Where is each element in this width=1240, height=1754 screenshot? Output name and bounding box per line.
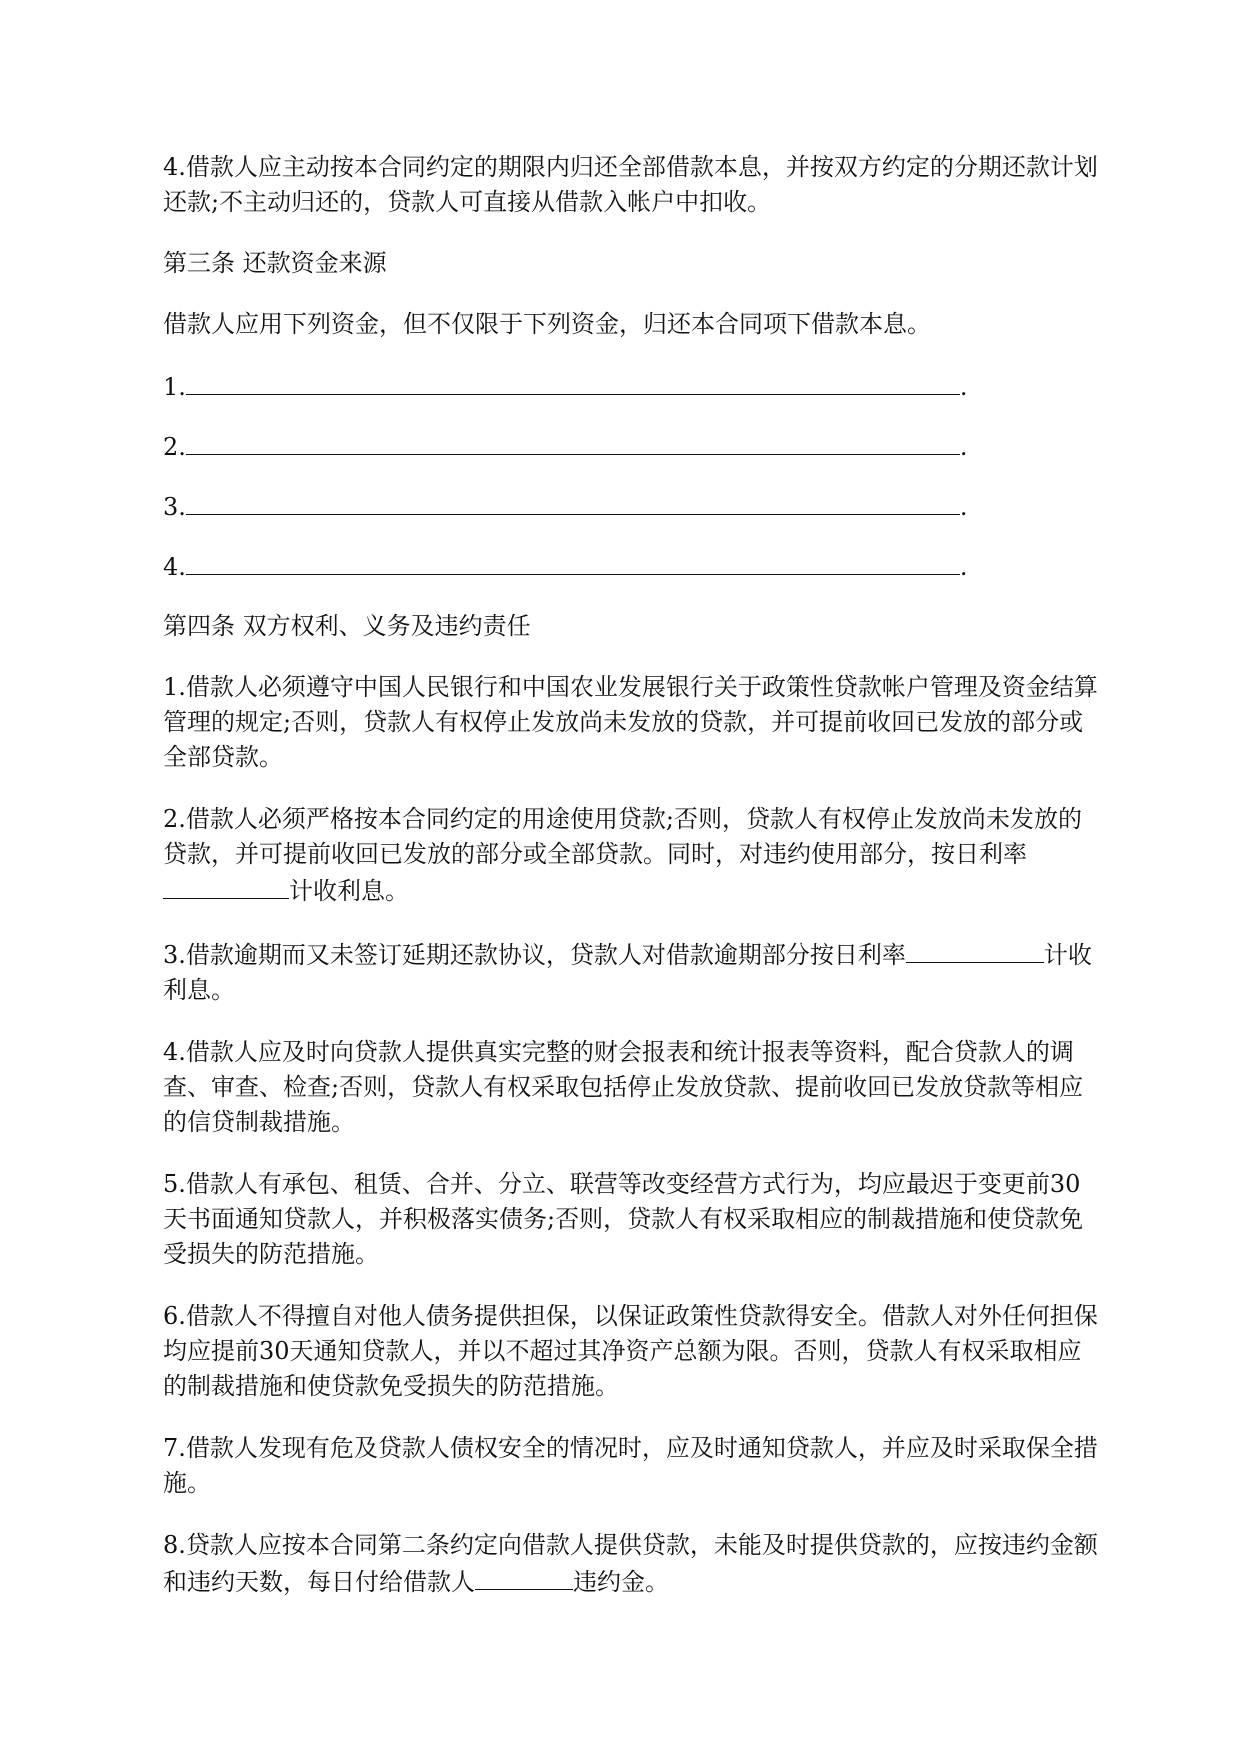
- article4-item5: 5.借款人有承包、租赁、合并、分立、联营等改变经营方式行为，均应最迟于变更前30天书面通知贷款人，并积极落实债务;否则，贷款人有权采取相应的制裁措施和使贷款免受损失的防范措施。: [163, 1170, 1084, 1268]
- daily-interest-rate-blank[interactable]: [163, 872, 289, 899]
- item8-text-before: 8.贷款人应按本合同第二条约定向借款人提供贷款，未能及时提供贷款的，应按违约金额和违约天数，每日付给借款人: [163, 1531, 1098, 1596]
- fund-source-end: .: [959, 373, 968, 401]
- item2-text-after: 计收利息。: [289, 877, 409, 905]
- item3-text-before: 3.借款逾期而又未签订延期还款协议，贷款人对借款逾期部分按日利率: [163, 941, 906, 969]
- overdue-interest-rate-blank[interactable]: [906, 936, 1044, 963]
- fund-source-blank[interactable]: [186, 428, 960, 455]
- article4-item4: 4.借款人应及时向贷款人提供真实完整的财会报表和统计报表等资料，配合贷款人的调查、审查、检查;否则，贷款人有权采取包括停止发放贷款、提前收回已发放贷款等相应的信贷制裁措施。: [163, 1038, 1084, 1136]
- item3-text-after: 计收利息。: [163, 941, 1092, 1004]
- fund-source-end: .: [959, 493, 968, 521]
- fund-source-blank[interactable]: [186, 548, 960, 575]
- fund-source-end: .: [959, 553, 968, 581]
- fund-source-line-1: [163, 368, 1098, 403]
- fund-source-number: 3.: [163, 493, 186, 521]
- item8-text-after: 违约金。: [573, 1568, 669, 1596]
- article4-item7: 7.借款人发现有危及贷款人债权安全的情况时，应及时通知贷款人，并应及时采取保全措施。: [163, 1434, 1098, 1497]
- article3-intro: 借款人应用下列资金，但不仅限于下列资金，归还本合同项下借款本息。: [163, 310, 931, 338]
- article4-heading: 第四条 双方权利、义务及违约责任: [163, 612, 531, 640]
- fund-source-number: 2.: [163, 433, 186, 461]
- article4-item2: [163, 802, 1098, 909]
- fund-source-line-3: [163, 488, 1098, 523]
- article3-heading: 第三条 还款资金来源: [163, 249, 387, 277]
- article4-item3: [163, 936, 1098, 1008]
- item2-text-before: 2.借款人必须严格按本合同约定的用途使用贷款;否则，贷款人有权停止发放尚未发放的贷款，并可提前收回已发放的部分或全部贷款。同时，对违约使用部分，按日利率: [163, 805, 1082, 868]
- fund-source-blank[interactable]: [186, 488, 960, 515]
- fund-source-blank[interactable]: [186, 368, 960, 395]
- fund-source-line-4: [163, 548, 1098, 583]
- contract-page: [163, 150, 1098, 1627]
- penalty-amount-blank[interactable]: [475, 1563, 573, 1590]
- article4-item1: 1.借款人必须遵守中国人民银行和中国农业发展银行关于政策性贷款帐户管理及资金结算管理的规定;否则，贷款人有权停止发放尚未发放的贷款，并可提前收回已发放的部分或全部贷款。: [163, 673, 1098, 771]
- article4-item8: [163, 1528, 1098, 1600]
- fund-source-end: .: [959, 433, 968, 461]
- article2-item4: 4.借款人应主动按本合同约定的期限内归还全部借款本息，并按双方约定的分期还款计划还款;不主动归还的，贷款人可直接从借款入帐户中扣收。: [163, 153, 1098, 216]
- fund-source-number: 4.: [163, 553, 186, 581]
- fund-source-number: 1.: [163, 373, 186, 401]
- fund-source-line-2: [163, 428, 1098, 463]
- article4-item6: 6.借款人不得擅自对他人债务提供担保，以保证政策性贷款得安全。借款人对外任何担保均应提前30天通知贷款人，并以不超过其净资产总额为限。否则，贷款人有权采取相应的制裁措施和使贷款免受损失的防范措施。: [163, 1302, 1098, 1400]
